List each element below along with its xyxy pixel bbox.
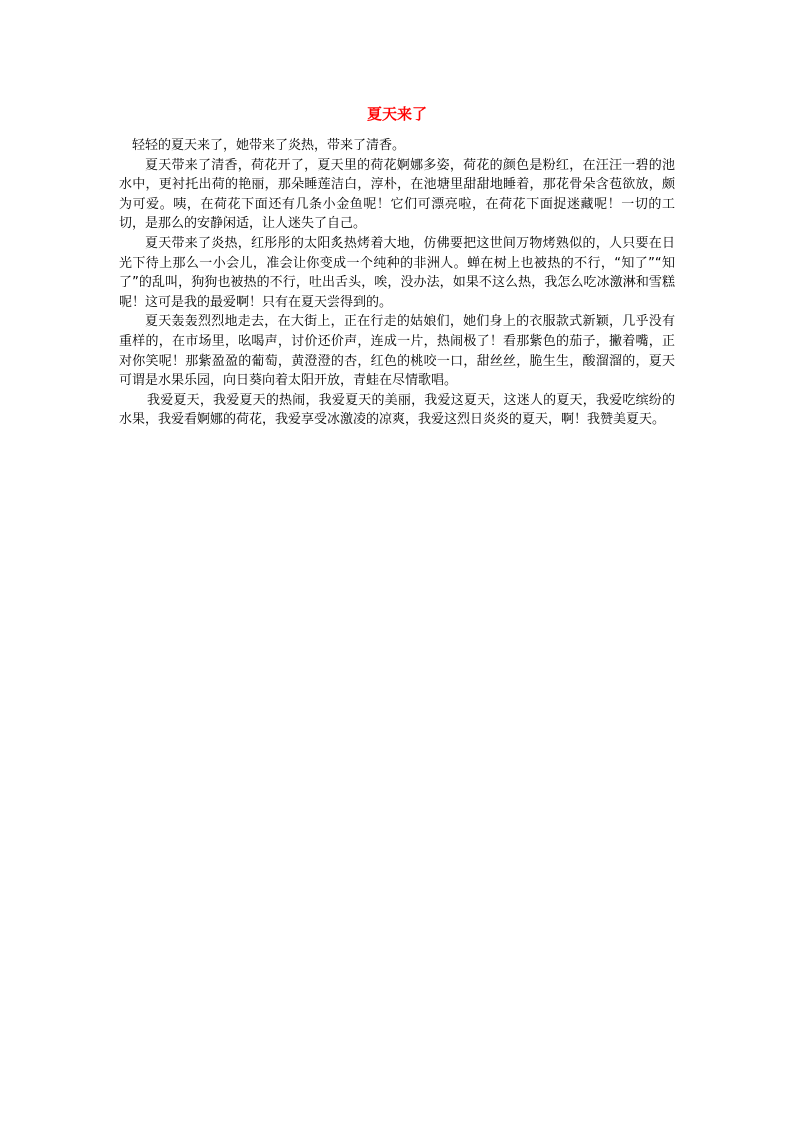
paragraph-3: 夏天带来了炎热，红彤彤的太阳炙热烤着大地，仿佛要把这世间万物烤熟似的，人只要在日光下待上那么一小会儿，准会让你变成一个纯种的非洲人。蝉在树上也被热的不行，“知了”“知了”的乱叫，狗狗也被热的不行，吐出舌头，唉，没办法，如果不这么热，我怎么吃冰激淋和雪糕呢！这可是我的最爱啊！只有在夏天尝得到的。: [119, 235, 675, 310]
paragraph-2: 夏天带来了清香，荷花开了，夏天里的荷花婀娜多姿，荷花的颜色是粉红，在汪汪一碧的池水中，更衬托出荷的艳丽，那朵睡莲洁白，淳朴，在池塘里甜甜地睡着，那花骨朵含苞欲放，颇为可爱。咦，在荷花下面还有几条小金鱼呢！它们可漂亮啦，在荷花下面捉迷藏呢！一切的工切，是那么的安静闲适，让人迷失了自己。: [119, 157, 675, 232]
document-body: [119, 104, 675, 430]
paragraph-4: 夏天轰轰烈烈地走去，在大街上，正在行走的姑娘们，她们身上的衣服款式新颖，几乎没有重样的，在市场里，吆喝声，讨价还价声，连成一片，热闹极了！看那紫色的茄子，撇着嘴，正对你笑呢！那紫盈盈的葡萄，黄澄澄的杏，红色的桃咬一口，甜丝丝，脆生生，酸溜溜的，夏天可谓是水果乐园，向日葵向着太阳开放，青蛙在尽情歌唱。: [119, 314, 675, 389]
paragraph-1: 轻轻的夏天来了，她带来了炎热，带来了清香。: [132, 138, 406, 153]
paragraph-5: 我爱夏天，我爱夏天的热闹，我爱夏天的美丽，我爱这夏天，这迷人的夏天，我爱吃缤纷的水果，我爱看婀娜的荷花，我爱享受冰激凌的凉爽，我爱这烈日炎炎的夏天，啊！我赞美夏天。: [119, 392, 675, 428]
document-title: 夏天来了: [366, 105, 427, 123]
